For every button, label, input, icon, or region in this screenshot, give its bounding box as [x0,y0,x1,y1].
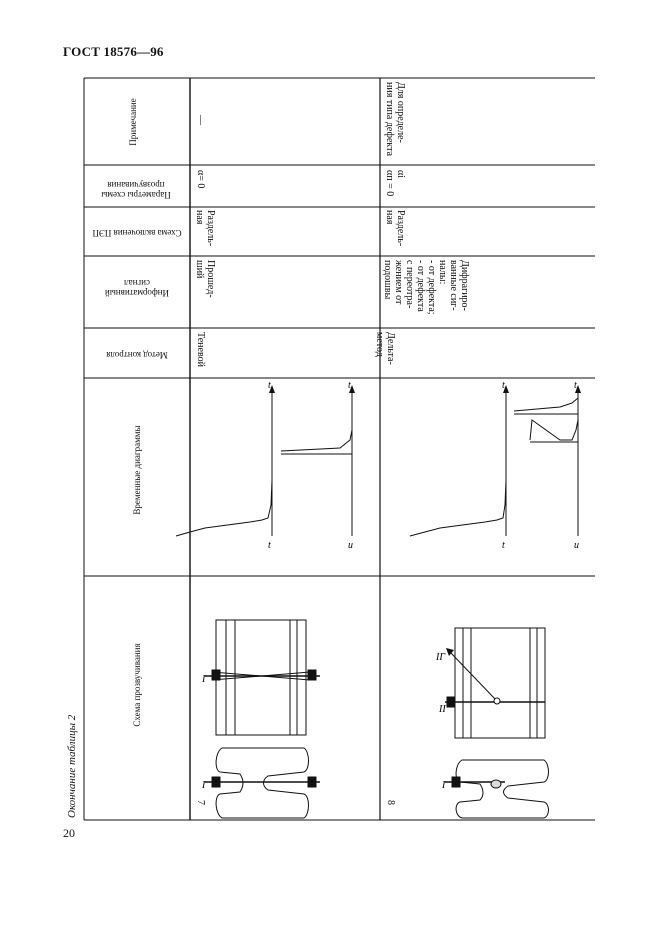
row8-rail-long-view [455,628,545,738]
row8-note: Для определе- ния типа дефекта [384,82,406,157]
row7-cross-probe-right [308,777,316,787]
header-method: Метод контроля [106,350,168,360]
row8-signal-u-mid [530,420,578,440]
row7-probe-left [212,670,220,680]
row8-cross-probe [452,777,460,787]
row8-number: 8 [385,800,396,805]
row7-label-t: t [268,540,271,551]
row8-pep: Раздель- ная [384,210,406,247]
row8-signal: Дифрагиро- ванные сиг- налы: - от дефекта; - от дефекта с переотра- жением от подошвы [382,260,470,315]
row7-signal: Прошед- ший [194,260,216,298]
row8-label-t: t [502,540,505,551]
row8-timing-diagram [410,385,581,536]
row7-note: — [195,115,206,125]
continuation-caption: Окончание таблицы 2 [66,714,78,818]
row7-label-u: u [348,540,353,551]
row7-arrow-label-u: t [348,380,351,391]
standard-header: ГОСТ 18576—96 [63,44,164,59]
row8-cross-probe-label: I [442,780,446,791]
row7-method: Теневой [195,332,206,367]
row8-label-u: u [574,540,579,551]
row7-rail-cross-section [216,748,308,818]
row8-inspection-scheme [445,628,549,818]
row8-signal-u-top [514,398,578,411]
row8-gamma-label: IΓ [436,652,446,663]
row7-cross-probe-label: I [202,780,206,791]
row7-pep: Раздель- ная [194,210,216,247]
row8-method: Дельта- метод [374,332,396,365]
row8-probe [447,697,455,707]
row8-probe-pair-label: II [439,704,446,715]
row7-arrow-label-t: t [268,380,271,391]
row8-signal-t [410,480,506,536]
row8-rail-cross-section [456,760,548,818]
row7-inspection-scheme [205,620,320,818]
row7-probe-label: I [202,674,206,685]
row7-timing-diagram [176,385,355,536]
header-params: Параметры схемы прозвучивания [101,180,171,200]
row7-signal-u-pulse [281,430,352,451]
header-diagrams: Временные диаграммы [132,425,142,515]
row8-arrow-label-t: t [502,380,505,391]
row8-defect [494,698,500,704]
row8-arrow-label-u: t [574,380,577,391]
row8-cross-defect [491,780,501,788]
row8-oblique-beam [450,652,496,700]
header-pep: Схема включения ПЭП [92,228,182,238]
row7-probe-right [308,670,316,680]
page-number: 20 [63,826,75,840]
row8-params: αi αп = 0 [384,170,406,197]
row7-params: α= 0 [195,170,206,189]
row7-cross-probe-left [212,777,220,787]
row7-rail-long-view [216,620,306,735]
header-signal: Информативный сигнал [104,278,170,298]
row7-number: 7 [195,800,206,805]
header-note: Примечание [128,98,138,146]
header-scheme: Схема прозвучивания [132,643,142,727]
